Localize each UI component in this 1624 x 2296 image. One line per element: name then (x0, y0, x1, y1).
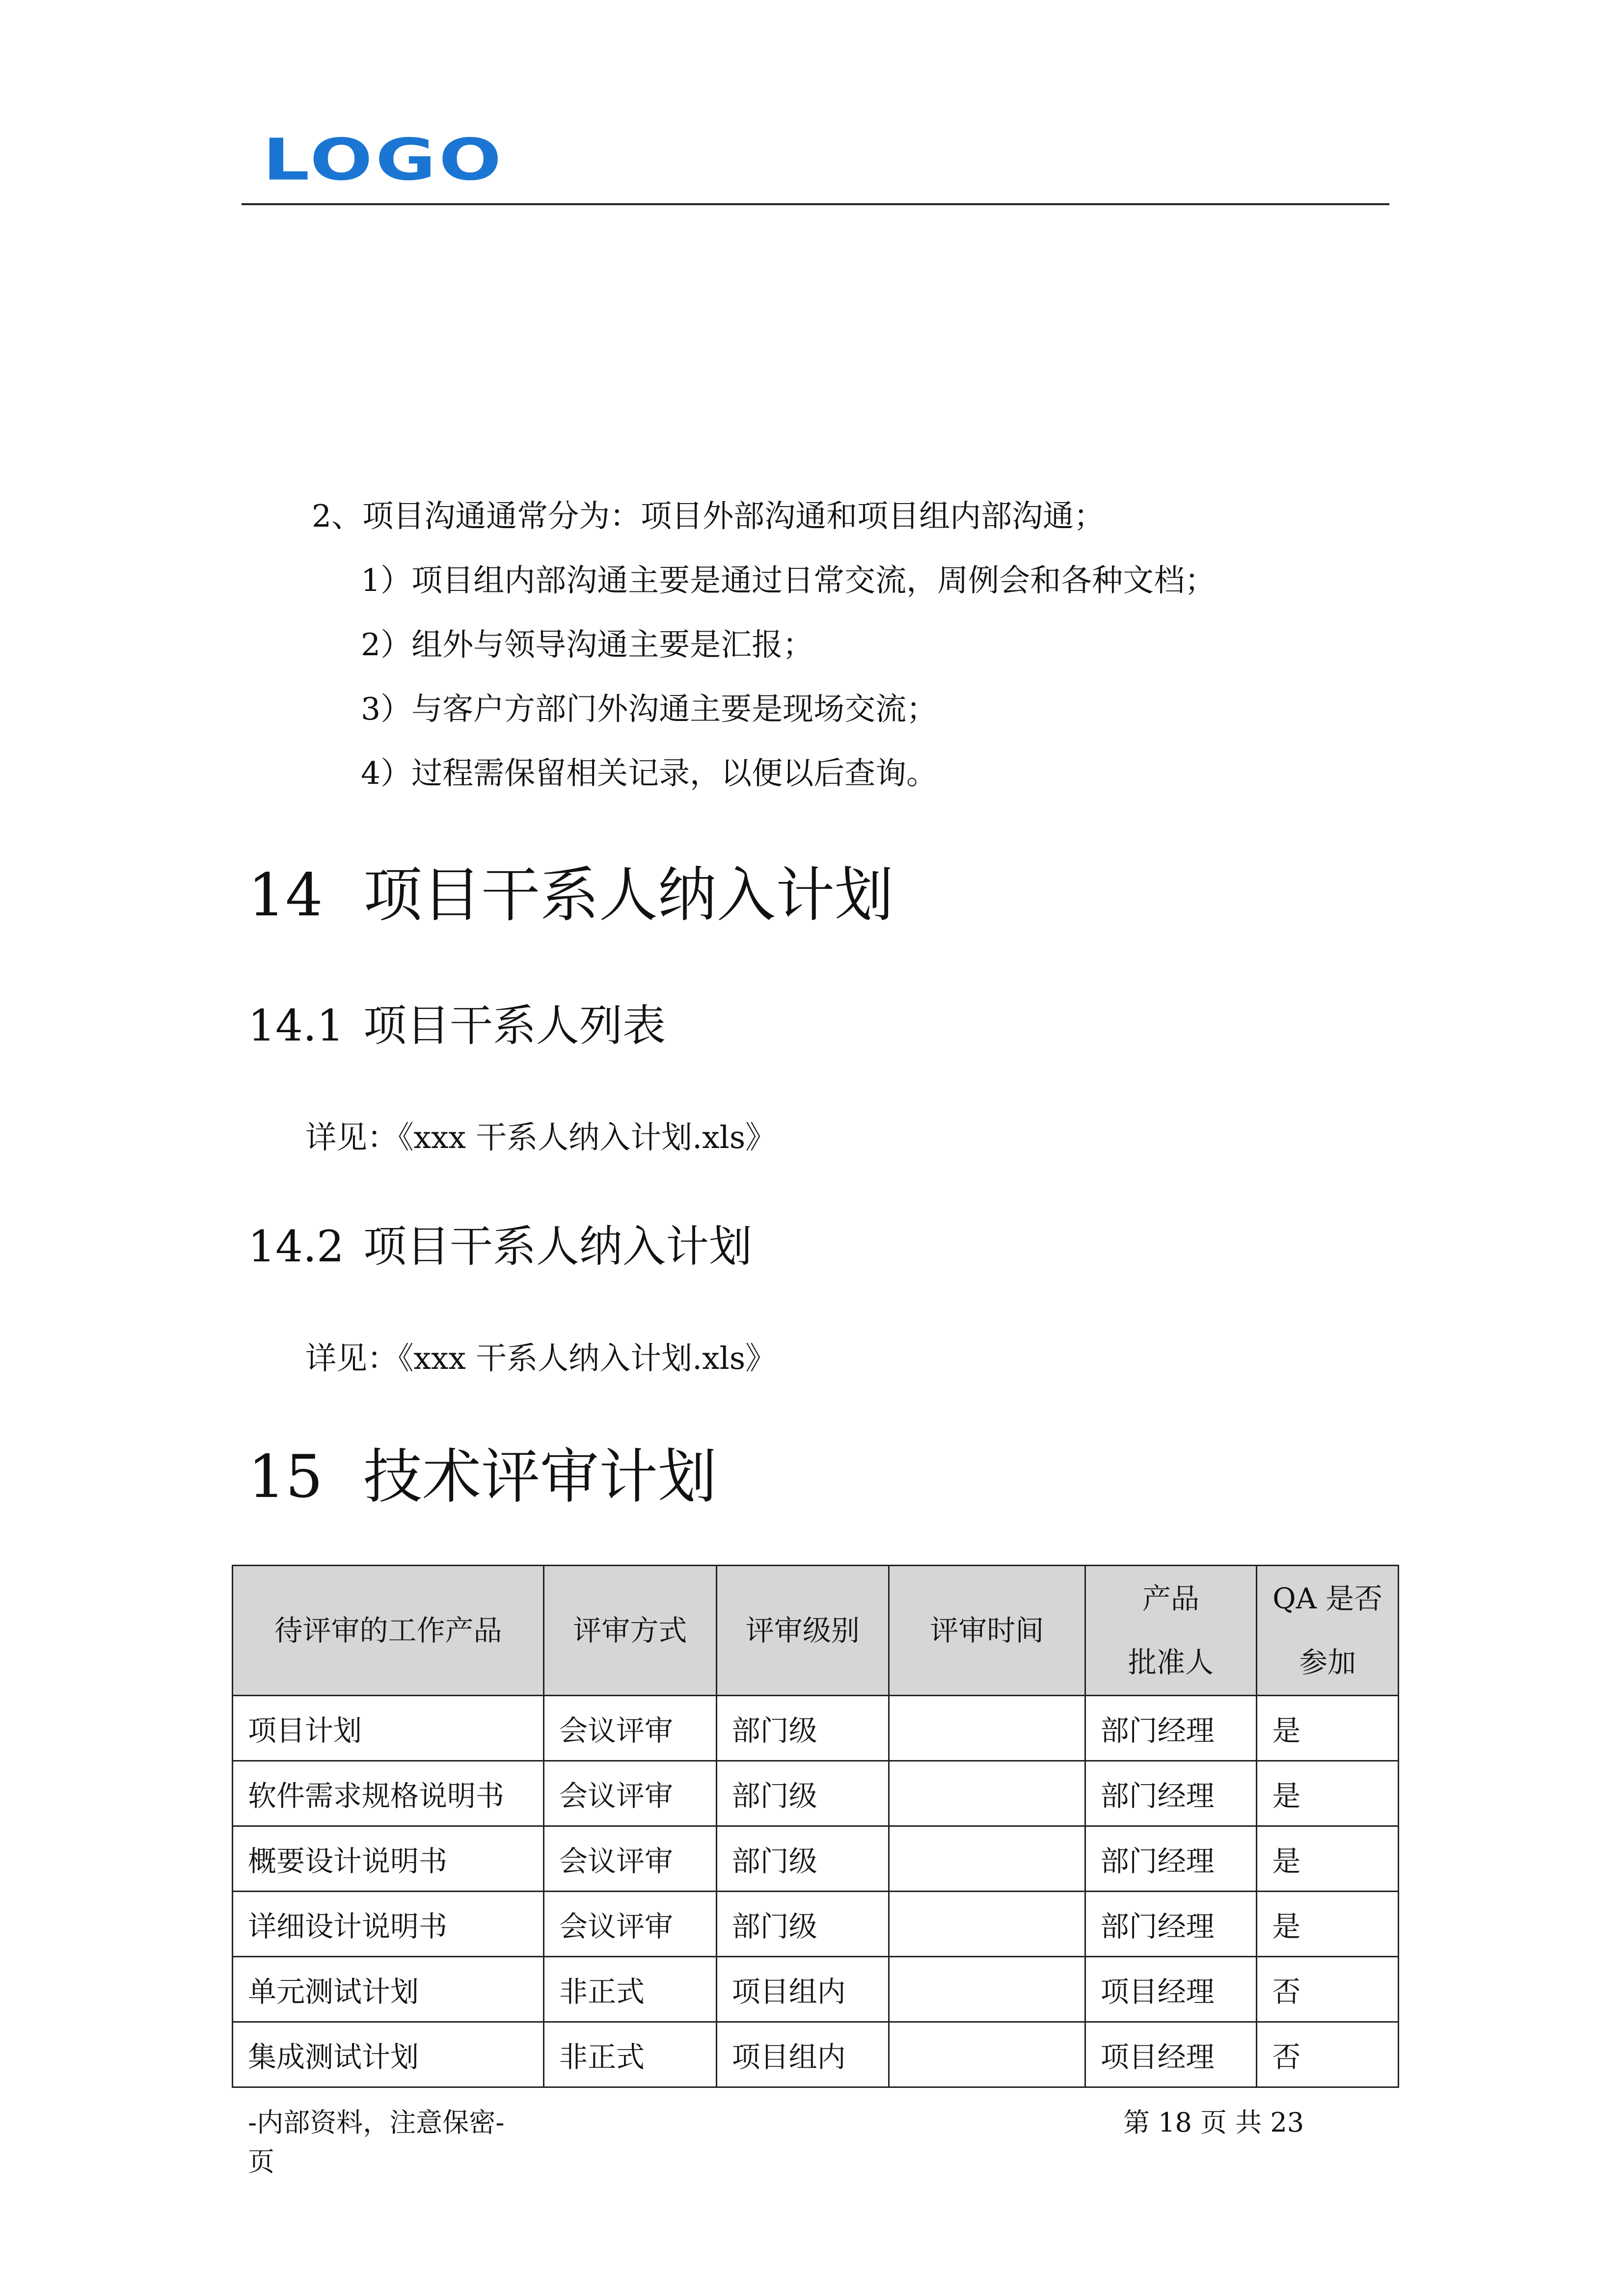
table-cell: 项目组内 (716, 2022, 889, 2087)
header-rule (242, 203, 1389, 205)
section-heading-14-1 (248, 999, 666, 1053)
table-cell: 是 (1257, 1761, 1399, 1826)
logo-text: LOGO (263, 127, 505, 193)
footer-confidential-line: -内部资料，注意保密- (248, 2107, 505, 2138)
section-number: 14.1 (248, 1000, 344, 1051)
table-cell: 软件需求规格说明书 (233, 1761, 544, 1826)
table-cell: 部门级 (716, 1696, 889, 1761)
table-cell: 会议评审 (544, 1696, 717, 1761)
table-cell: 非正式 (544, 1957, 717, 2022)
table-row (233, 2022, 1399, 2087)
list-item: 4）过程需保留相关记录，以便以后查询。 (361, 755, 938, 791)
table-row (233, 1761, 1399, 1826)
table-cell: 是 (1257, 1892, 1399, 1957)
table-cell (889, 1696, 1085, 1761)
column-header-line: 参加 (1299, 1646, 1356, 1679)
table-cell: 部门经理 (1085, 1696, 1257, 1761)
column-header-line: QA 是否 (1272, 1582, 1383, 1615)
table-cell: 概要设计说明书 (233, 1826, 544, 1892)
column-header (1085, 1566, 1257, 1696)
company-logo (263, 127, 505, 193)
column-header: 评审方式 (544, 1566, 717, 1696)
column-header-line: 产品 (1142, 1582, 1199, 1615)
section-heading-15 (248, 1443, 717, 1512)
list-item: 3）与客户方部门外沟通主要是现场交流； (361, 691, 938, 727)
table-cell: 是 (1257, 1826, 1399, 1892)
table-cell: 部门经理 (1085, 1826, 1257, 1892)
footer-confidential-line: 页 (248, 2146, 274, 2177)
table-cell: 单元测试计划 (233, 1957, 544, 2022)
technical-review-table (232, 1565, 1399, 2088)
column-header-line: 批准人 (1128, 1646, 1214, 1679)
table-cell: 集成测试计划 (233, 2022, 544, 2087)
reference-text: 详见：《xxx 干系人纳入计划.xls》 (305, 1340, 777, 1376)
column-header (1257, 1566, 1399, 1696)
table-cell: 项目经理 (1085, 1957, 1257, 2022)
table-cell: 会议评审 (544, 1826, 717, 1892)
column-header: 评审级别 (716, 1566, 889, 1696)
list-item: 2）组外与领导沟通主要是汇报； (361, 627, 814, 663)
table-cell (889, 2022, 1085, 2087)
table-row (233, 1892, 1399, 1957)
section-number: 15 (248, 1443, 323, 1511)
table-cell: 会议评审 (544, 1892, 717, 1957)
table-cell: 详细设计说明书 (233, 1892, 544, 1957)
footer-page-number: 第 18 页 共 23 (1123, 2107, 1304, 2138)
table-cell: 部门经理 (1085, 1761, 1257, 1826)
table-row (233, 1696, 1399, 1761)
table-cell (889, 1826, 1085, 1892)
table-cell: 否 (1257, 2022, 1399, 2087)
column-header: 评审时间 (889, 1566, 1085, 1696)
section-number: 14.2 (248, 1221, 344, 1272)
table-cell: 是 (1257, 1696, 1399, 1761)
table-cell (889, 1892, 1085, 1957)
table-cell: 否 (1257, 1957, 1399, 2022)
table-cell: 部门级 (716, 1761, 889, 1826)
table-cell: 非正式 (544, 2022, 717, 2087)
section-title: 项目干系人列表 (363, 1000, 666, 1051)
table-cell: 项目计划 (233, 1696, 544, 1761)
table-cell: 部门级 (716, 1826, 889, 1892)
table-cell (889, 1761, 1085, 1826)
table-cell: 项目经理 (1085, 2022, 1257, 2087)
table-header-row (233, 1566, 1399, 1696)
table-cell: 会议评审 (544, 1761, 717, 1826)
section-title: 项目干系人纳入计划 (363, 861, 893, 930)
section-heading-14-2 (248, 1220, 752, 1274)
table-cell: 项目组内 (716, 1957, 889, 2022)
table-row (233, 1826, 1399, 1892)
section-title: 项目干系人纳入计划 (363, 1221, 753, 1272)
table-cell (889, 1957, 1085, 2022)
section-number: 14 (248, 861, 323, 930)
table-cell: 部门经理 (1085, 1892, 1257, 1957)
reference-text: 详见：《xxx 干系人纳入计划.xls》 (305, 1120, 777, 1155)
table-cell: 部门级 (716, 1892, 889, 1957)
list-item: 1）项目组内部沟通主要是通过日常交流，周例会和各种文档； (361, 562, 1216, 598)
footer-confidential (248, 2103, 505, 2182)
column-header: 待评审的工作产品 (233, 1566, 544, 1696)
section-heading-14 (248, 861, 893, 930)
paragraph-communication: 2、项目沟通通常分为：项目外部沟通和项目组内部沟通； (312, 498, 1105, 534)
table-row (233, 1957, 1399, 2022)
section-title: 技术评审计划 (363, 1443, 717, 1511)
